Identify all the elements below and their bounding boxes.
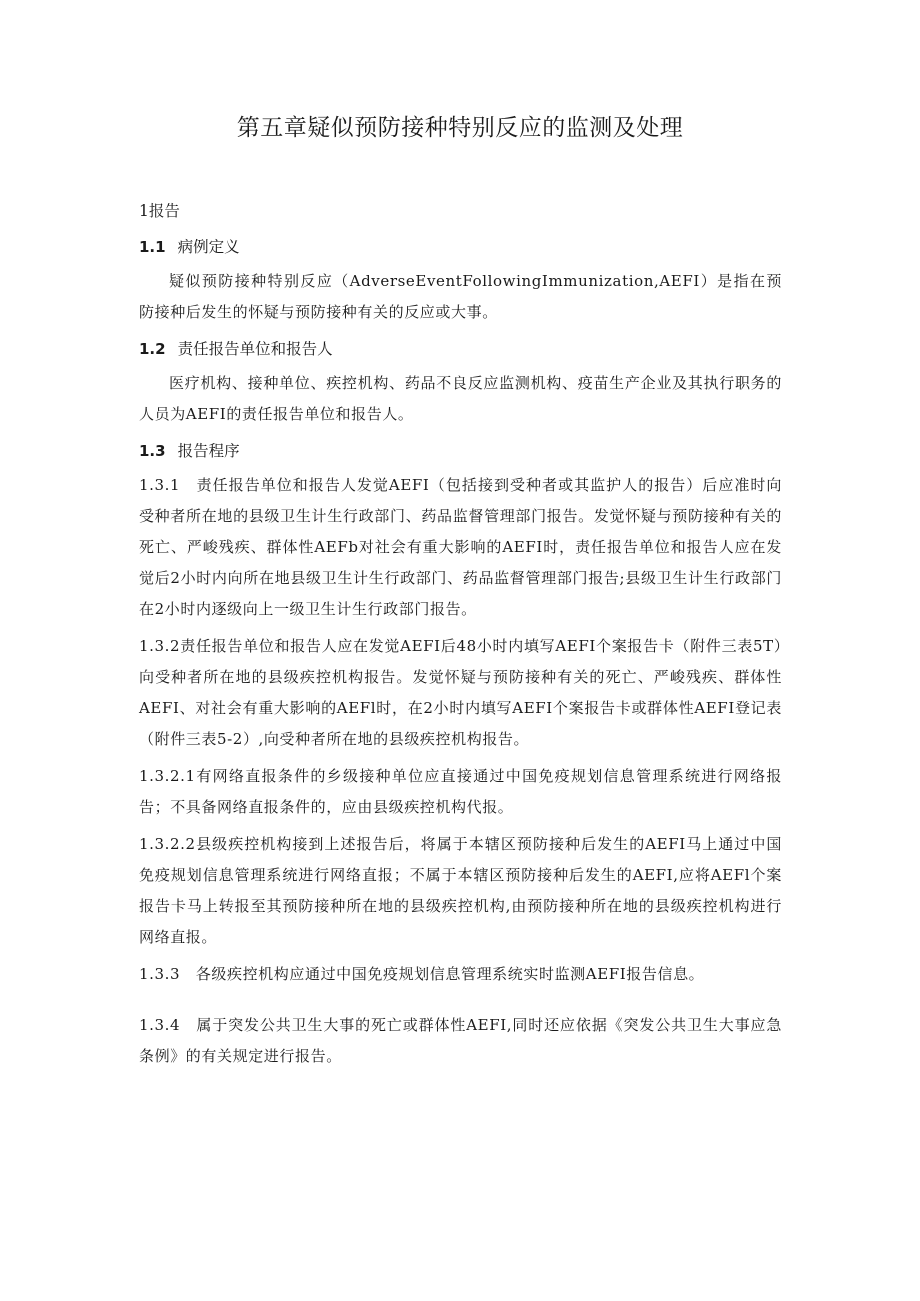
paragraph-1-3-4: 1.3.4 属于突发公共卫生大事的死亡或群体性AEFI,同时还应依据《突发公共卫生大事应急条例》的有关规定进行报告。 (139, 1016, 782, 1065)
section-heading-1: 1报告 (139, 202, 180, 220)
section-number: 1.2 (139, 340, 166, 358)
section-label: 责任报告单位和报告人 (177, 340, 333, 358)
section-label: 报告程序 (177, 442, 240, 460)
paragraph-1-3-2-2: 1.3.2.2县级疾控机构接到上述报告后，将属于本辖区预防接种后发生的AEFI马上通过中国免疫规划信息管理系统进行网络直报；不属于本辖区预防接种后发生的AEFI,应将AEFl个案报告卡马上转报至其预防接种所在地的县级疾控机构,由预防接种所在地的县级疾控机构进行网络直报。 (139, 835, 782, 946)
document-body (139, 196, 782, 1078)
section-heading-1-3 (139, 436, 782, 466)
paragraph-case-definition: 疑似预防接种特别反应（AdverseEventFollowingImmunization,AEFI）是指在预防接种后发生的怀疑与预防接种有关的反应或大事。 (139, 272, 782, 321)
section-heading-1-1 (139, 232, 782, 262)
paragraph-1-3-1: 1.3.1 责任报告单位和报告人发觉AEFI（包括接到受种者或其监护人的报告）后应准时向受种者所在地的县级卫生计生行政部门、药品监督管理部门报告。发觉怀疑与预防接种有关的死亡、严峻残疾、群体性AEFb对社会有重大影响的AEFI时，责任报告单位和报告人应在发觉后2小时内向所在地县级卫生计生行政部门、药品监督管理部门报告;县级卫生计生行政部门在2小时内逐级向上一级卫生计生行政部门报告。 (139, 476, 782, 618)
page-title: 第五章疑似预防接种特别反应的监测及处理 (236, 115, 684, 141)
paragraph-1-3-2: 1.3.2责任报告单位和报告人应在发觉AEFI后48小时内填写AEFI个案报告卡（附件三表5T）向受种者所在地的县级疾控机构报告。发觉怀疑与预防接种有关的死亡、严峻残疾、群体性AEFI、对社会有重大影响的AEFl时，在2小时内填写AEFI个案报告卡或群体性AEFI登记表（附件三表5-2）,向受种者所在地的县级疾控机构报告。 (139, 637, 782, 748)
section-heading-1-2 (139, 334, 782, 364)
section-label: 病例定义 (177, 238, 240, 256)
section-number: 1.1 (139, 238, 166, 256)
paragraph-1-3-2-1: 1.3.2.1有网络直报条件的乡级接种单位应直接通过中国免疫规划信息管理系统进行网络报告；不具备网络直报条件的，应由县级疾控机构代报。 (139, 767, 782, 816)
section-number: 1.3 (139, 442, 166, 460)
paragraph-1-3-3: 1.3.3 各级疾控机构应通过中国免疫规划信息管理系统实时监测AEFI报告信息。 (139, 965, 705, 983)
paragraph-reporting-units: 医疗机构、接种单位、疾控机构、药品不良反应监测机构、疫苗生产企业及其执行职务的人员为AEFI的责任报告单位和报告人。 (139, 374, 782, 423)
